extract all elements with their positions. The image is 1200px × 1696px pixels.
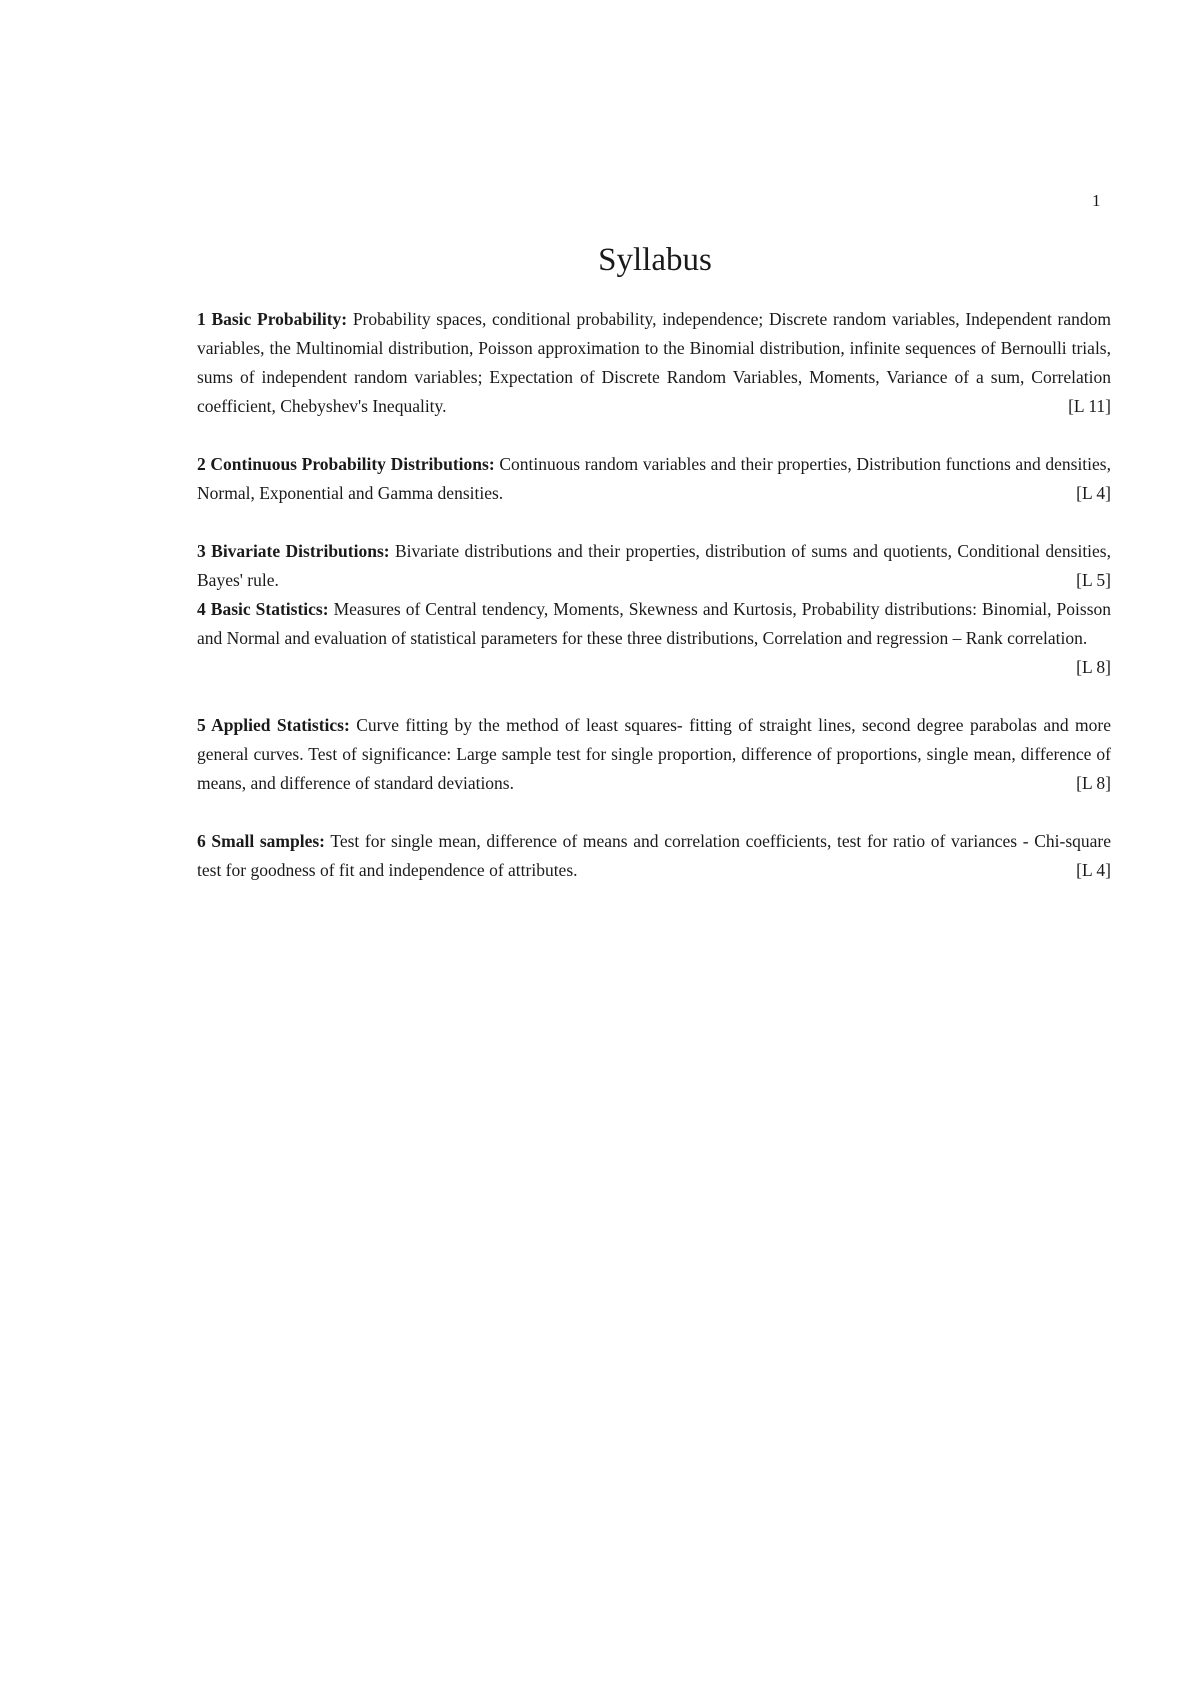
section-heading: 3 Bivariate Distributions: <box>197 541 390 561</box>
section-heading: 6 Small samples: <box>197 831 325 851</box>
lecture-count: [L 4] <box>1076 860 1111 880</box>
lecture-count: [L 8] <box>1076 657 1111 677</box>
lecture-count: [L 8] <box>1076 773 1111 793</box>
syllabus-section-basic-probability <box>197 305 1111 421</box>
section-body: Bivariate distributions and their properties, distribution of sums and quotients, Conditional densities, Bayes' rule. <box>197 541 1111 590</box>
syllabus-content <box>197 305 1111 885</box>
syllabus-section-continuous-distributions <box>197 450 1111 508</box>
lecture-count: [L 11] <box>1068 396 1111 416</box>
section-body: Probability spaces, conditional probability, independence; Discrete random variables, Independent random variables, the Multinomial distribution, Poisson approximation to the Binomial distribution, infinite sequences of Bernoulli trials, sums of independent random variables; Expectation of Discrete Random Variables, Moments, Variance of a sum, Correlation coefficient, Chebyshev's Inequality. <box>197 309 1111 416</box>
section-heading: 1 Basic Probability: <box>197 309 348 329</box>
lecture-count: [L 5] <box>1076 570 1111 590</box>
syllabus-section-basic-statistics <box>197 595 1111 682</box>
section-body: Test for single mean, difference of means and correlation coefficients, test for ratio of variances - Chi-square test for goodness of fit and independence of attributes. <box>197 831 1111 880</box>
section-body: Measures of Central tendency, Moments, Skewness and Kurtosis, Probability distributions: Binomial, Poisson and Normal and evaluation of statistical parameters for these three distributions, Correlation and regression – Rank correlation. <box>197 599 1112 648</box>
lecture-count: [L 4] <box>1076 483 1111 503</box>
page-number: 1 <box>1092 191 1101 210</box>
section-heading: 5 Applied Statistics: <box>197 715 350 735</box>
section-body: Curve fitting by the method of least squares- fitting of straight lines, second degree parabolas and more general curves. Test of significance: Large sample test for single proportion, difference of proportions, single mean, difference of means, and difference of standard deviations. <box>197 715 1111 793</box>
section-body: Continuous random variables and their properties, Distribution functions and densities, Normal, Exponential and Gamma densities. <box>197 454 1111 503</box>
section-heading: 4 Basic Statistics: <box>197 599 329 619</box>
syllabus-section-bivariate-distributions <box>197 537 1111 595</box>
section-heading: 2 Continuous Probability Distributions: <box>197 454 495 474</box>
page-title: Syllabus <box>598 242 712 278</box>
syllabus-section-small-samples <box>197 827 1111 885</box>
syllabus-section-applied-statistics <box>197 711 1111 798</box>
